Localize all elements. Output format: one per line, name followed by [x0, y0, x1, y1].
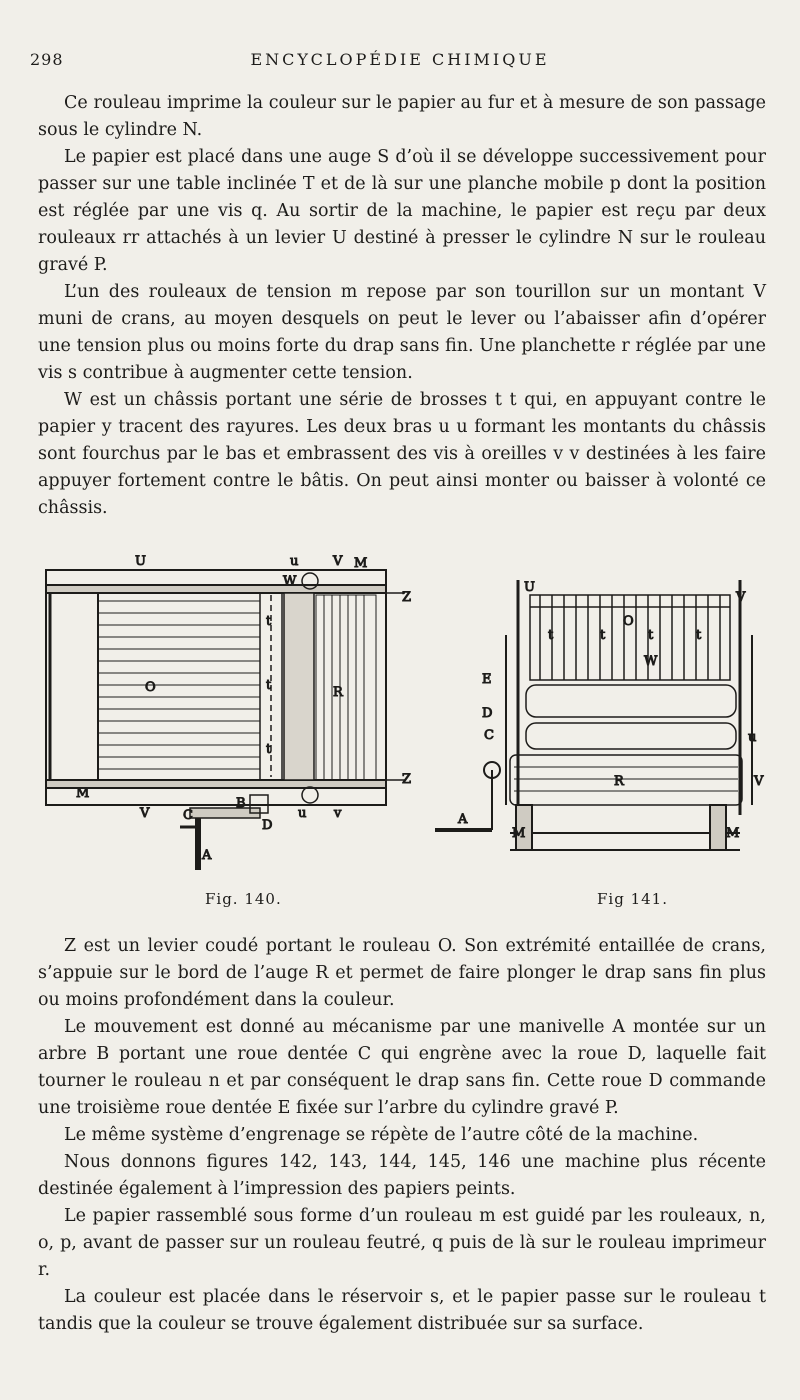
fig140-label-B: B [236, 796, 246, 811]
fig141-rollers [510, 685, 742, 805]
paragraph: Le papier est placé dans une auge S d’où il se développe successivement pour passer sur une table inclinée T et de là sur une planche mobile p dont la position est réglée par une vis q. Au sortir de la machine, le papier est reçu par deux rouleaux rr attachés à un levier U destiné à presser le cylindre N sur le rouleau gravé P. [38, 147, 766, 275]
fig140-label-A: A [202, 848, 212, 863]
fig141-label-t1: t [548, 628, 554, 643]
paragraph: Z est un levier coudé portant le rouleau O. Son extrémité entaillée de crans, s’appuie sur le bord de l’auge R et permet de faire plonger le drap sans fin plus ou moins profondément dans la couleur. [38, 936, 766, 1010]
figure-140-illustration [40, 555, 420, 885]
fig140-label-t2: t [266, 678, 272, 693]
fig141-label-u: u [748, 730, 757, 745]
fig140-label-M-top: M [354, 556, 368, 571]
figure-141-illustration [430, 575, 775, 880]
fig140-label-V-top: V [333, 555, 343, 569]
fig141-label-W: W [644, 654, 658, 669]
paragraph: L’un des rouleaux de tension m repose par son tourillon sur un montant V muni de crans, au moyen desquels on peut le lever ou l’abaisser afin d’opérer une tension plus ou moins forte du drap sans fin. Une planchette r réglée par une vis s contribue à augmenter cette tension. [38, 282, 766, 383]
fig140-roller-r [316, 595, 376, 780]
paragraph: Nous donnons figures 142, 143, 144, 145, 146 une machine plus récente destinée également à l’impression des papiers peints. [38, 1152, 766, 1199]
fig141-label-M-left: M [512, 826, 526, 841]
paragraph: Ce rouleau imprime la couleur sur le papier au fur et à mesure de son passage sous le cylindre N. [38, 93, 766, 140]
fig140-label-t3: t [266, 742, 272, 757]
paragraph: Le même système d’engrenage se répète de l’autre côté de la machine. [64, 1125, 699, 1145]
paragraph: La couleur est placée dans le réservoir s, et le papier passe sur le rouleau t tandis que la couleur se trouve également distribuée sur sa surface. [38, 1287, 766, 1334]
running-title: ENCYCLOPÉDIE CHIMIQUE [250, 50, 550, 69]
fig141-label-R: R [614, 774, 624, 789]
fig140-label-O: O [145, 680, 156, 695]
fig140-label-v-bottom: v [334, 806, 342, 821]
page-header [30, 50, 770, 76]
text-block-bottom [38, 933, 766, 1338]
text-block-top [38, 90, 766, 522]
fig140-label-u-bottom: u [298, 806, 307, 821]
fig141-label-O: O [623, 614, 634, 629]
page-number: 298 [30, 50, 64, 69]
fig141-label-V-right: V [754, 774, 764, 789]
paragraph: Le papier rassemblé sous forme d’un rouleau m est guidé par les rouleaux, n, o, p, avant de passer sur un rouleau feutré, q puis de là sur le rouleau imprimeur r. [38, 1206, 766, 1280]
figure-140-caption: Fig. 140. [205, 890, 282, 908]
fig140-label-R: R [333, 685, 343, 700]
paragraph: W est un châssis portant une série de brosses t t qui, en appuyant contre le papier y tracent des rayures. Les deux bras u u formant les montants du châssis sont fourchus par le bas et embrassent des vis à oreilles v v destinées à les faire appuyer fortement contre le bâtis. On peut ainsi monter ou baisser à volonté ce châssis. [38, 390, 766, 518]
fig140-label-V-bottom: V [140, 806, 150, 821]
fig141-label-t2: t [600, 628, 606, 643]
fig141-crank [435, 762, 500, 830]
fig141-label-D: D [482, 706, 493, 721]
fig140-label-u: u [290, 555, 299, 569]
fig141-label-M-right: M [726, 826, 740, 841]
fig141-label-t4: t [696, 628, 702, 643]
paragraph: Le mouvement est donné au mécanisme par une manivelle A montée sur un arbre B portant une roue dentée C qui engrène avec la roue D, laquelle fait tourner le rouleau n et par conséquent le drap sans fin. Cette roue D commande une troisième roue dentée E fixée sur l’arbre du cylindre gravé P. [38, 1017, 766, 1118]
figure-141-caption: Fig 141. [597, 890, 668, 908]
fig140-label-D: D [262, 818, 273, 833]
fig140-label-t1: t [266, 614, 272, 629]
fig141-label-E: E [482, 672, 492, 687]
fig140-label-Z-bottom: Z [402, 772, 412, 787]
fig141-label-V-top: V [736, 590, 746, 605]
fig141-label-U: U [524, 580, 535, 595]
fig140-label-W: W [283, 574, 297, 589]
fig141-label-C: C [484, 728, 494, 743]
fig140-label-U: U [135, 555, 146, 569]
fig141-base [510, 805, 740, 850]
fig140-rods [386, 593, 405, 780]
fig140-label-M-bottom: M [76, 786, 90, 801]
fig141-label-t3: t [648, 628, 654, 643]
fig140-label-C: C [183, 808, 193, 823]
fig141-label-A: A [458, 812, 468, 827]
fig140-label-Z-top: Z [402, 590, 412, 605]
